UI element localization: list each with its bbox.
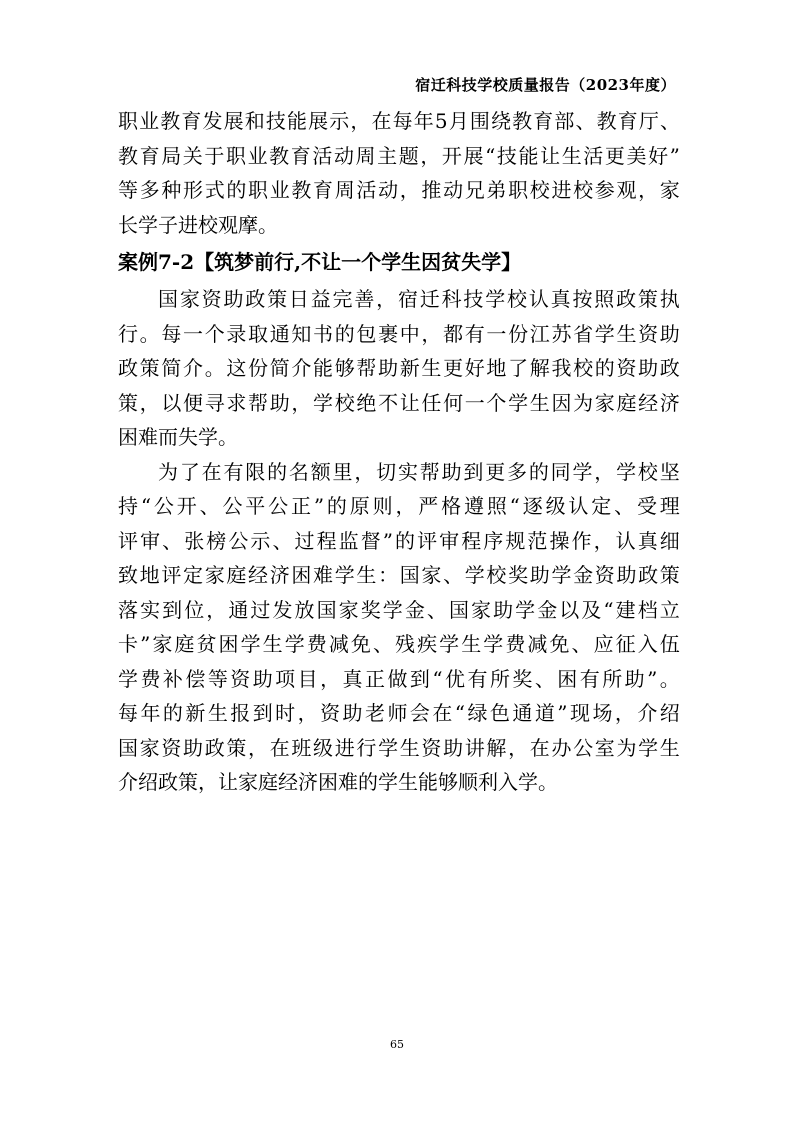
text-line: 职 业 教 育 发 展 和 技 能 展 示 ， 在 每 年 5 月 围 绕 教 育 部 、 教 育 厅 、 xyxy=(118,109,680,133)
document-body xyxy=(118,104,680,800)
text-line: 国 家 资 助 政 策 日 益 完 善 ， 宿 迁 科 技 学 校 认 真 按 照 政 策 执 xyxy=(158,287,680,311)
page-header-title: 宿迁科技学校质量报告（2023年度） xyxy=(415,76,676,94)
paragraph-policy xyxy=(118,282,680,455)
paragraph-intro xyxy=(118,104,680,242)
text-line: 介绍政策，让家庭经济困难的学生能够顺利入学。 xyxy=(118,770,558,794)
text-line: 致 地 评 定 家 庭 经 济 困 难 学 生 ： 国 家 、 学 校 奖 助 学 金 资 助 政 策 xyxy=(118,563,680,587)
text-line: 持 “ 公 开 、 公 平 公 正 ” 的 原 则 ， 严 格 遵 照 “ 逐 级 认 定 、 受 理 xyxy=(118,494,680,518)
text-line: 行 。 每 一 个 录 取 通 知 书 的 包 裹 中 ， 都 有 一 份 江 苏 省 学 生 资 助 xyxy=(118,321,680,346)
text-line: 落 实 到 位 ， 通 过 发 放 国 家 奖 学 金 、 国 家 助 学 金 以 及 “ 建 档 立 xyxy=(118,597,680,622)
text-line: 每 年 的 新 生 报 到 时 ， 资 助 老 师 会 在 “ 绿 色 通 道 ” 现 场 ， 介 绍 xyxy=(118,701,680,725)
text-line: 教 育 局 关 于 职 业 教 育 活 动 周 主 题 ， 开 展 “ 技 能 让 生 活 更 美 好 ” xyxy=(118,143,680,168)
case-heading: 案例7-2【筑梦前行,不让一个学生因贫失学】 xyxy=(118,250,522,274)
text-line: 等 多 种 形 式 的 职 业 教 育 周 活 动 ， 推 动 兄 弟 职 校 进 校 参 观 ， 家 xyxy=(118,178,680,202)
paragraph-process xyxy=(118,455,680,800)
text-line: 策 ， 以 便 寻 求 帮 助 ， 学 校 绝 不 让 任 何 一 个 学 生 因 为 家 庭 经 济 xyxy=(118,390,680,415)
text-line: 困难而失学。 xyxy=(118,425,238,449)
text-line: 评 审 、 张 榜 公 示 、 过 程 监 督 ” 的 评 审 程 序 规 范 操 作 ， 认 真 细 xyxy=(118,528,680,553)
text-line: 学 费 补 偿 等 资 助 项 目 ， 真 正 做 到 “ 优 有 所 奖 、 困 有 所 助 ” 。 xyxy=(118,666,680,691)
text-line: 长学子进校观摩。 xyxy=(118,212,278,237)
text-line: 卡 ” 家 庭 贫 困 学 生 学 费 减 免 、 残 疾 学 生 学 费 减 免 、 应 征 入 伍 xyxy=(118,632,680,656)
text-line: 为 了 在 有 限 的 名 额 里 ， 切 实 帮 助 到 更 多 的 同 学 ， 学 校 坚 xyxy=(158,459,680,484)
text-line: 政 策 简 介 。 这 份 简 介 能 够 帮 助 新 生 更 好 地 了 解 我 校 的 资 助 政 xyxy=(118,356,680,380)
text-line: 国 家 资 助 政 策 ， 在 班 级 进 行 学 生 资 助 讲 解 ， 在 办 公 室 为 学 生 xyxy=(118,735,680,760)
page-number: 65 xyxy=(390,1038,404,1051)
